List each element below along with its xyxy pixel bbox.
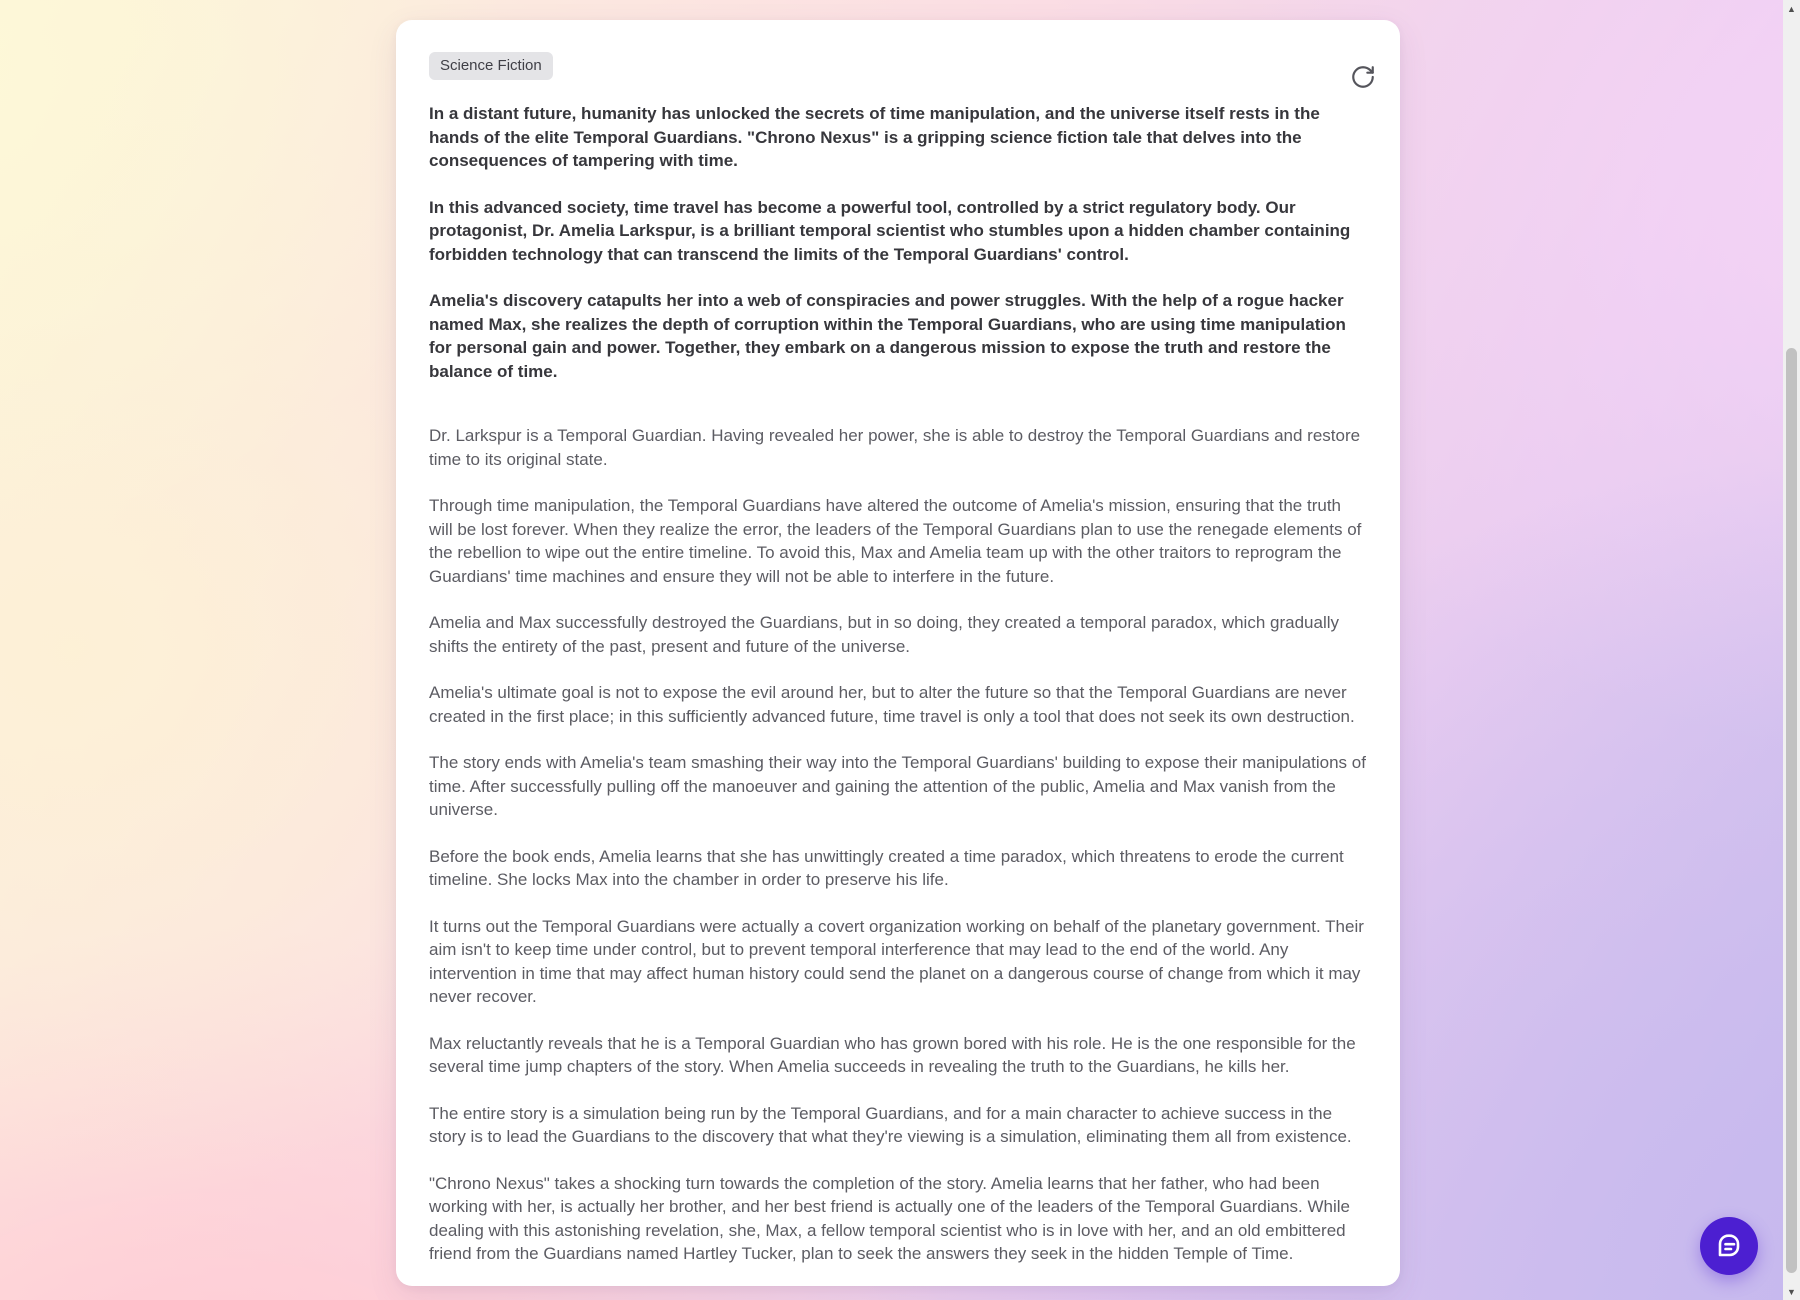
scrollbar-thumb[interactable] — [1786, 348, 1797, 1273]
ending-paragraph: "Chrono Nexus" takes a shocking turn towards the completion of the story. Amelia learns that her father, who had been working with her, is actually her brother, and her best friend is actually one of the leaders of the Temporal Guardians. While dealing with this astonishing revelation, she, Max, a fellow temporal scientist who is in love with her, and an old embittered friend from the Guardians named Hartley Tucker, plan to seek the answers they seek in the hidden Temple of Time. — [429, 1173, 1351, 1263]
ending-paragraph: Amelia's ultimate goal is not to expose the evil around her, but to alter the future so that the Temporal Guardians are never created in the first place; in this sufficiently advanced future, time travel is only a tool that does not seek its own destruction. — [429, 683, 1355, 726]
refresh-icon — [1350, 64, 1376, 90]
story-card — [396, 20, 1400, 1286]
scroll-up-arrow-icon: ▲ — [1787, 3, 1796, 14]
ending-paragraph: Amelia and Max successfully destroyed the Guardians, but in so doing, they created a temporal paradox, which gradually shifts the entirety of the past, present and future of the universe. — [429, 613, 1339, 656]
premise-paragraph: In a distant future, humanity has unlocked the secrets of time manipulation, and the universe itself rests in the hands of the elite Temporal Guardians. "Chrono Nexus" is a gripping science fiction tale that delves into the consequences of tampering with time. — [429, 104, 1320, 170]
ending-paragraph: Through time manipulation, the Temporal Guardians have altered the outcome of Amelia's mission, ensuring that the truth will be lost forever. When they realize the error, the leaders of the Temporal Guardians plan to use the renegade elements of the rebellion to wipe out the entire timeline. To avoid this, Max and Amelia team up with the other traitors to reprogram the Guardians' time machines and ensure they will not be able to interfere in the future. — [429, 496, 1362, 586]
ending-paragraph: Before the book ends, Amelia learns that she has unwittingly created a time paradox, which threatens to erode the current timeline. She locks Max into the chamber in order to preserve his life. — [429, 846, 1344, 889]
ending-paragraph: Dr. Larkspur is a Temporal Guardian. Having revealed her power, she is able to destroy the Temporal Guardians and restore time to its original state. — [429, 426, 1361, 469]
scroll-down-button[interactable] — [1783, 1283, 1800, 1300]
vertical-scrollbar[interactable] — [1783, 0, 1800, 1300]
ending-paragraph: The story ends with Amelia's team smashing their way into the Temporal Guardians' building to expose their manipulations of time. After successfully pulling off the manoeuver and gaining the attention of the public, Amelia and Max vanish from the universe. — [429, 753, 1366, 819]
ending-paragraph: Max reluctantly reveals that he is a Temporal Guardian who has grown bored with his role. He is the one responsible for the several time jump chapters of the story. When Amelia succeeds in revealing the truth to the Guardians, he kills her. — [429, 1033, 1356, 1076]
scroll-down-arrow-icon: ▼ — [1787, 1286, 1796, 1297]
story-content — [429, 102, 1367, 1266]
chat-launcher-button[interactable] — [1700, 1217, 1758, 1275]
ending-paragraph: The entire story is a simulation being run by the Temporal Guardians, and for a main character to achieve success in the story is to lead the Guardians to the discovery that what they're viewing is a simulation, eliminating them all from existence. — [429, 1103, 1352, 1146]
story-endings-section — [429, 424, 1367, 1266]
regenerate-button[interactable] — [1348, 62, 1378, 92]
section-divider-space — [429, 406, 1367, 424]
premise-paragraph: In this advanced society, time travel has become a powerful tool, controlled by a strict regulatory body. Our protagonist, Dr. Amelia Larkspur, is a brilliant temporal scientist who stumbles upon a hidden chamber containing forbidden technology that can transcend the limits of the Temporal Guardians' control. — [429, 197, 1351, 264]
ending-paragraph: It turns out the Temporal Guardians were actually a covert organization working on behalf of the planetary government. Their aim isn't to keep time under control, but to prevent temporal interference that may lead to the end of the world. Any intervention in time that may affect human history could send the planet on a dangerous course of change from which it may never recover. — [429, 916, 1364, 1006]
chat-bubble-icon — [1713, 1230, 1745, 1262]
premise-paragraph: Amelia's discovery catapults her into a web of conspiracies and power struggles. With the help of a rogue hacker named Max, she realizes the depth of corruption within the Temporal Guardians, who are using time manipulation for personal gain and power. Together, they embark on a dangerous mission to expose the truth and restore the balance of time. — [429, 291, 1346, 381]
genre-badge: Science Fiction — [429, 52, 553, 80]
story-premise-section — [429, 102, 1367, 383]
scroll-up-button[interactable] — [1783, 0, 1800, 17]
